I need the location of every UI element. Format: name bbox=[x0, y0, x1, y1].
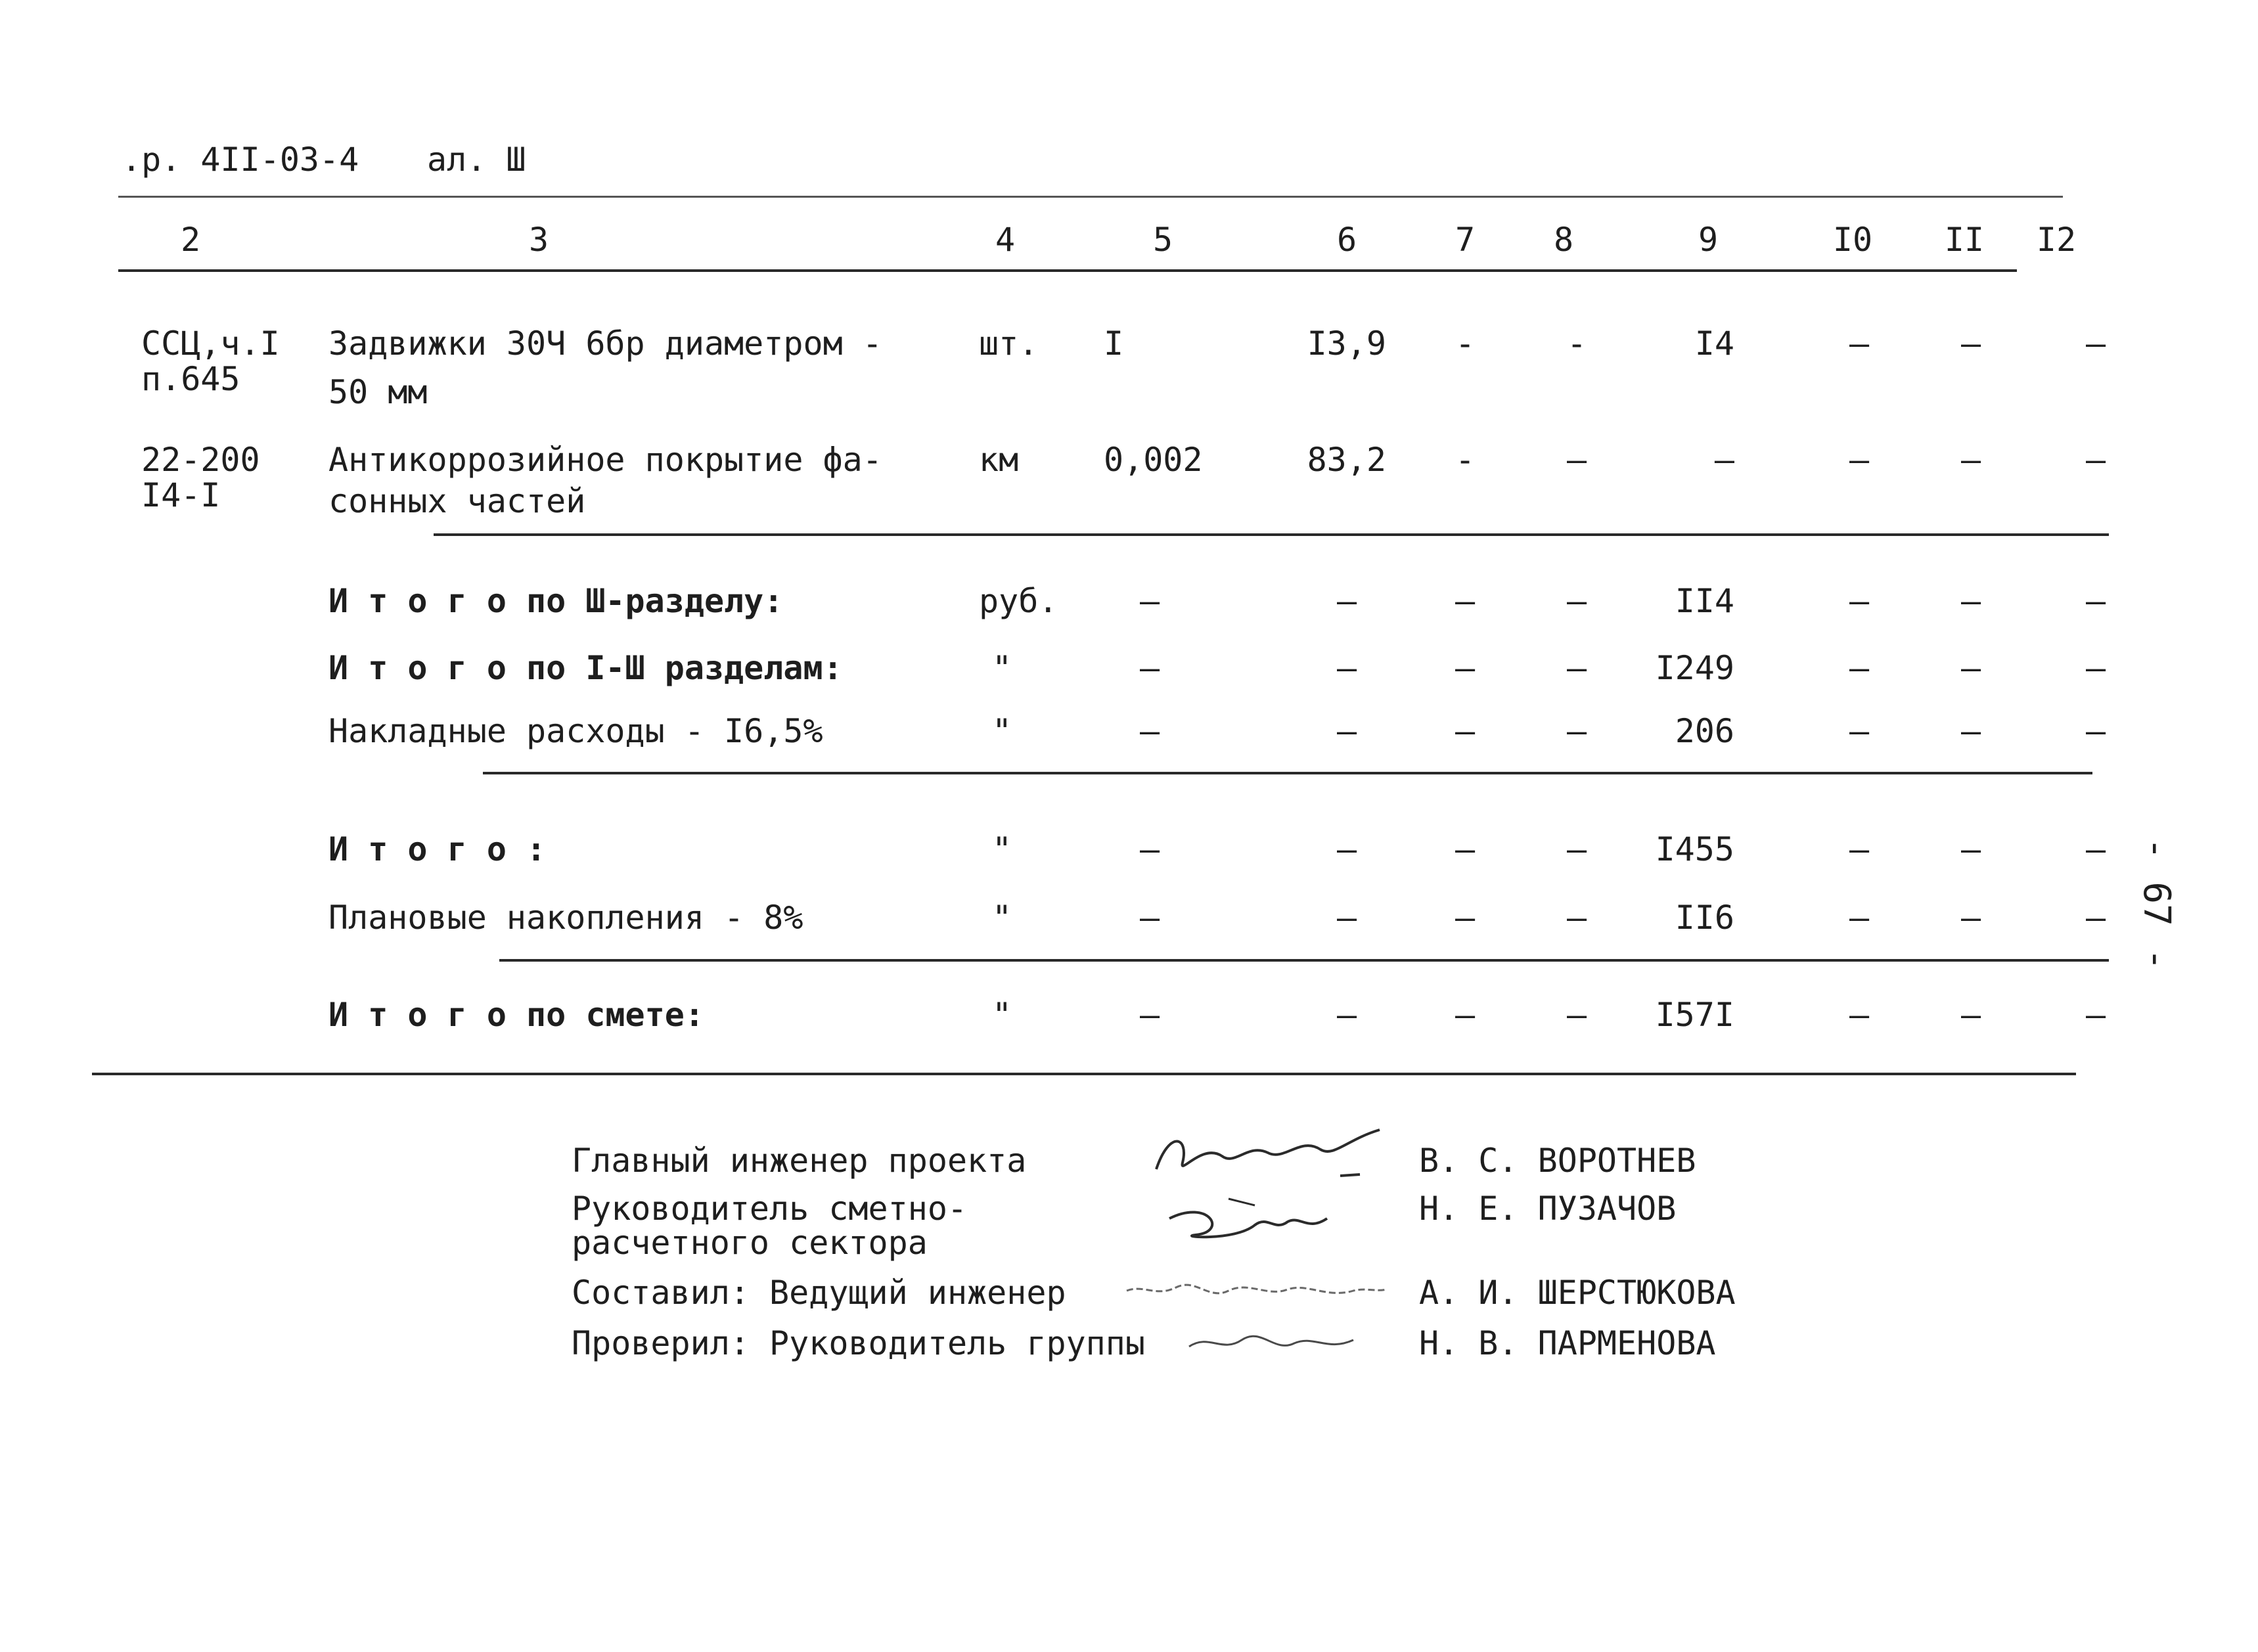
total-row-col-5: – bbox=[1139, 830, 1160, 868]
total-row-label: И т о г о по I-Ш разделам: bbox=[328, 649, 843, 687]
total-row-col-7: – bbox=[1455, 649, 1476, 687]
total-row-col-6: – bbox=[1336, 899, 1357, 937]
item-code: п.645 bbox=[141, 360, 240, 398]
item-col-11: – bbox=[1960, 324, 1981, 363]
item-name: 50 мм bbox=[328, 373, 428, 411]
signer-role: расчетного сектора bbox=[572, 1224, 928, 1262]
item-col-10: – bbox=[1849, 324, 1870, 363]
total-row-col-12: – bbox=[2085, 649, 2106, 687]
item-total-cost: – bbox=[1714, 441, 1734, 479]
item-unit: км bbox=[979, 441, 1019, 479]
total-row-col-6: – bbox=[1336, 582, 1357, 620]
grand-total-col-6: – bbox=[1336, 996, 1357, 1034]
item-name: Антикоррозийное покрытие фа- bbox=[328, 441, 882, 479]
overheads-bottom-rule bbox=[483, 772, 2092, 774]
column-header-9: 9 bbox=[1698, 221, 1719, 259]
total-row-col-7: – bbox=[1455, 899, 1476, 937]
total-row-col-11: – bbox=[1960, 830, 1981, 868]
item-code: 22-200 bbox=[141, 441, 260, 479]
signer-name: Н. Е. ПУЗАЧОВ bbox=[1419, 1190, 1677, 1228]
item-name: Задвижки 30Ч 6бр диаметром - bbox=[328, 324, 882, 363]
column-header-6: 6 bbox=[1336, 221, 1357, 259]
total-row-col-10: – bbox=[1849, 830, 1870, 868]
column-header-8: 8 bbox=[1553, 221, 1574, 259]
page-number: - 67 - bbox=[2135, 837, 2178, 971]
item-code: ССЦ,ч.I bbox=[141, 324, 280, 363]
signer-name: Н. В. ПАРМЕНОВА bbox=[1419, 1324, 1716, 1362]
column-header-12: I2 bbox=[2036, 221, 2077, 259]
total-row-label: И т о г о по Ш-разделу: bbox=[328, 582, 784, 620]
grand-total-col-11: – bbox=[1960, 996, 1981, 1034]
signer-role: Составил: Ведущий инженер bbox=[572, 1274, 1066, 1312]
column-header-2: 2 bbox=[180, 221, 201, 259]
total-row-unit: " bbox=[992, 830, 1012, 868]
total-row-col-7: – bbox=[1455, 712, 1476, 750]
signer-role: Проверил: Руководитель группы bbox=[572, 1324, 1145, 1362]
item-unit-price: I3,9 bbox=[1307, 324, 1386, 363]
item-name: сонных частей bbox=[328, 482, 586, 520]
handwritten-signature bbox=[1176, 1307, 1373, 1373]
total-row-col-5: – bbox=[1139, 899, 1160, 937]
total-row-col-5: – bbox=[1139, 582, 1160, 620]
total-row-col-10: – bbox=[1849, 649, 1870, 687]
signer-role: Руководитель сметно- bbox=[572, 1190, 968, 1228]
item-col-12: – bbox=[2085, 324, 2106, 363]
album-reference: ал. Ш bbox=[427, 141, 526, 179]
total-row-col-10: – bbox=[1849, 582, 1870, 620]
handwritten-signature bbox=[1143, 1117, 1393, 1189]
total-row-col-8: – bbox=[1566, 649, 1587, 687]
column-header-5: 5 bbox=[1152, 221, 1173, 259]
items-bottom-rule bbox=[434, 533, 2109, 536]
total-row-amount: 206 bbox=[1675, 712, 1734, 750]
column-header-4: 4 bbox=[995, 221, 1016, 259]
total-row-col-12: – bbox=[2085, 830, 2106, 868]
document-reference: .р. 4II-03-4 bbox=[122, 141, 359, 179]
grand-total-col-7: – bbox=[1455, 996, 1476, 1034]
item-col-10: – bbox=[1849, 441, 1870, 479]
item-col-7: - bbox=[1455, 441, 1476, 479]
total-row-col-12: – bbox=[2085, 712, 2106, 750]
grand-total-col-5: – bbox=[1139, 996, 1160, 1034]
table-bottom-rule bbox=[92, 1073, 2076, 1075]
column-header-10: I0 bbox=[1832, 221, 1873, 259]
total-row-amount: II4 bbox=[1675, 582, 1734, 620]
handwritten-signature bbox=[1156, 1186, 1353, 1251]
total-row-col-10: – bbox=[1849, 899, 1870, 937]
total-row-col-11: – bbox=[1960, 712, 1981, 750]
item-unit-price: 83,2 bbox=[1307, 441, 1386, 479]
column-header-7: 7 bbox=[1455, 221, 1476, 259]
total-row-col-6: – bbox=[1336, 649, 1357, 687]
item-col-12: – bbox=[2085, 441, 2106, 479]
total-row-col-12: – bbox=[2085, 899, 2106, 937]
total-row-col-11: – bbox=[1960, 649, 1981, 687]
total-row-label: Плановые накопления - 8% bbox=[328, 899, 803, 937]
total-row-col-12: – bbox=[2085, 582, 2106, 620]
signer-role: Главный инженер проекта bbox=[572, 1142, 1027, 1180]
total-row-col-6: – bbox=[1336, 830, 1357, 868]
total-row-col-11: – bbox=[1960, 582, 1981, 620]
grand-total-col-10: – bbox=[1849, 996, 1870, 1034]
item-col-11: – bbox=[1960, 441, 1981, 479]
total-row-col-8: – bbox=[1566, 830, 1587, 868]
total-row-col-5: – bbox=[1139, 649, 1160, 687]
total-row-col-5: – bbox=[1139, 712, 1160, 750]
total-row-col-11: – bbox=[1960, 899, 1981, 937]
total-row-amount: I455 bbox=[1655, 830, 1734, 868]
grand-total-unit: " bbox=[992, 996, 1012, 1034]
item-quantity: I bbox=[1104, 324, 1124, 363]
column-header-3: 3 bbox=[528, 221, 549, 259]
total-row-amount: I249 bbox=[1655, 649, 1734, 687]
total-row-unit: " bbox=[992, 712, 1012, 750]
total-row-label: И т о г о : bbox=[328, 830, 547, 868]
item-quantity: 0,002 bbox=[1104, 441, 1203, 479]
grand-total-col-12: – bbox=[2085, 996, 2106, 1034]
total-row-col-7: – bbox=[1455, 582, 1476, 620]
total-row-col-8: – bbox=[1566, 712, 1587, 750]
header-top-rule bbox=[118, 196, 2063, 198]
total-row-col-7: – bbox=[1455, 830, 1476, 868]
header-bottom-rule bbox=[118, 269, 2017, 272]
total-row-unit: " bbox=[992, 899, 1012, 937]
item-col-8: - bbox=[1566, 324, 1587, 363]
total-row-col-10: – bbox=[1849, 712, 1870, 750]
total-row-col-8: – bbox=[1566, 582, 1587, 620]
item-code: I4-I bbox=[141, 476, 221, 514]
item-col-7: - bbox=[1455, 324, 1476, 363]
accruals-bottom-rule bbox=[499, 959, 2109, 962]
total-row-label: Накладные расходы - I6,5% bbox=[328, 712, 823, 750]
grand-total-label: И т о г о по смете: bbox=[328, 996, 704, 1034]
total-row-unit: " bbox=[992, 649, 1012, 687]
item-total-cost: I4 bbox=[1694, 324, 1734, 363]
column-header-11: II bbox=[1944, 221, 1985, 259]
item-col-8: – bbox=[1566, 441, 1587, 479]
total-row-col-8: – bbox=[1566, 899, 1587, 937]
grand-total-amount: I57I bbox=[1655, 996, 1734, 1034]
grand-total-col-8: – bbox=[1566, 996, 1587, 1034]
signer-name: В. С. ВОРОТНЕВ bbox=[1419, 1142, 1696, 1180]
signer-name: А. И. ШЕРСТЮКОВА bbox=[1419, 1274, 1736, 1312]
total-row-col-6: – bbox=[1336, 712, 1357, 750]
item-unit: шт. bbox=[979, 324, 1039, 363]
total-row-unit: руб. bbox=[979, 582, 1058, 620]
total-row-amount: II6 bbox=[1675, 899, 1734, 937]
